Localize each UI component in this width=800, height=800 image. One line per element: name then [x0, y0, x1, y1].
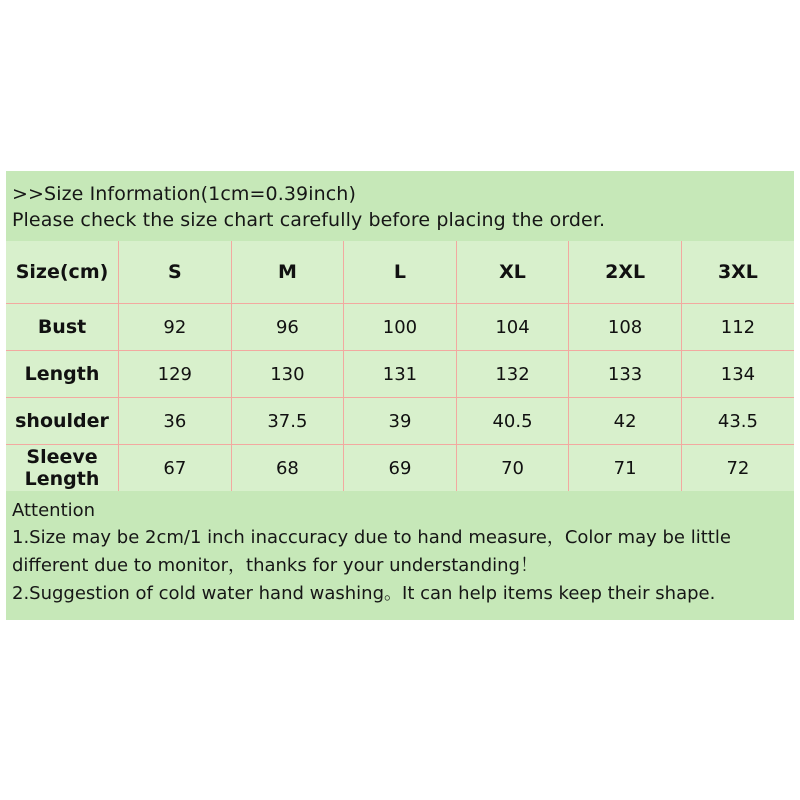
cell-sleeve-3xl: 72	[681, 445, 794, 492]
cell-bust-s: 92	[119, 304, 232, 351]
cell-sleeve-xl: 70	[456, 445, 569, 492]
cell-bust-xl: 104	[456, 304, 569, 351]
cell-sleeve-s: 67	[119, 445, 232, 492]
cell-length-l: 131	[344, 351, 457, 398]
attention-title: Attention	[12, 500, 96, 521]
column-header-xl: XL	[456, 241, 569, 304]
table-row	[6, 398, 794, 445]
cell-shoulder-s: 36	[119, 398, 232, 445]
cell-shoulder-3xl: 43.5	[681, 398, 794, 445]
attention-line-1: 1.Size may be 2cm/1 inch inaccuracy due to hand measure，Color may be little	[12, 527, 731, 548]
cell-length-s: 129	[119, 351, 232, 398]
cell-sleeve-2xl: 71	[569, 445, 682, 492]
column-header-s: S	[119, 241, 232, 304]
row-label-length: Length	[6, 351, 119, 398]
column-header-m: M	[231, 241, 344, 304]
cell-length-xl: 132	[456, 351, 569, 398]
cell-sleeve-m: 68	[231, 445, 344, 492]
column-header-l: L	[344, 241, 457, 304]
cell-bust-l: 100	[344, 304, 457, 351]
cell-sleeve-l: 69	[344, 445, 457, 492]
table-row	[6, 445, 794, 492]
table-header-row	[6, 241, 794, 304]
attention-line-3: 2.Suggestion of cold water hand washing。It can help items keep their shape.	[12, 583, 716, 604]
attention-line-2: different due to monitor，thanks for your understanding！	[12, 555, 538, 576]
row-label-sleeve-length: Sleeve Length	[6, 445, 119, 492]
column-header-2xl: 2XL	[569, 241, 682, 304]
cell-shoulder-l: 39	[344, 398, 457, 445]
column-header-3xl: 3XL	[681, 241, 794, 304]
size-table	[6, 241, 794, 491]
table-row	[6, 351, 794, 398]
cell-bust-m: 96	[231, 304, 344, 351]
cell-length-m: 130	[231, 351, 344, 398]
size-table-body	[6, 241, 794, 491]
row-label-bust: Bust	[6, 304, 119, 351]
attention-section	[6, 491, 794, 620]
column-header-size: Size(cm)	[6, 241, 119, 304]
size-chart-panel	[6, 171, 794, 620]
cell-shoulder-m: 37.5	[231, 398, 344, 445]
row-label-shoulder: shoulder	[6, 398, 119, 445]
cell-shoulder-2xl: 42	[569, 398, 682, 445]
cell-length-3xl: 134	[681, 351, 794, 398]
cell-bust-3xl: 112	[681, 304, 794, 351]
cell-length-2xl: 133	[569, 351, 682, 398]
size-information-subtitle: Please check the size chart carefully before placing the order.	[12, 209, 606, 231]
size-information-header	[6, 171, 794, 241]
size-information-title: >>Size Information(1cm=0.39inch)	[12, 183, 356, 205]
cell-bust-2xl: 108	[569, 304, 682, 351]
table-row	[6, 304, 794, 351]
cell-shoulder-xl: 40.5	[456, 398, 569, 445]
